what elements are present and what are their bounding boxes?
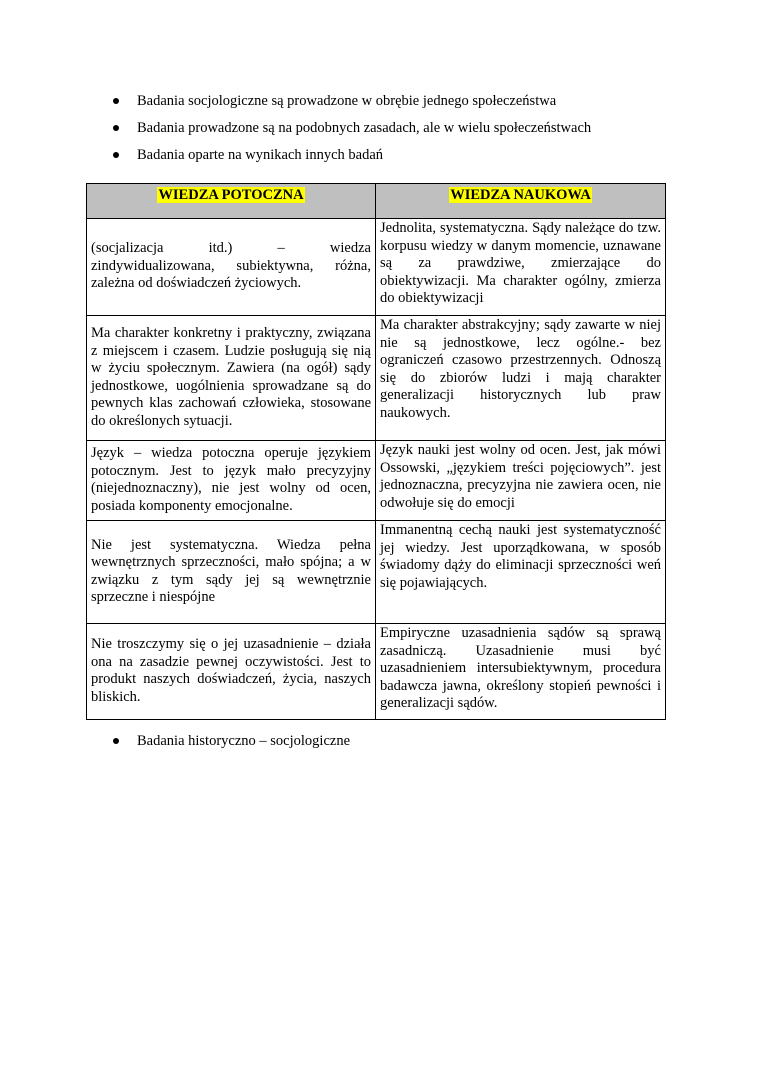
header-wiedza-naukowa: WIEDZA NAUKOWA [376,184,666,219]
cell-potoczna: (socjalizacja itd.) – wiedza zindywidualizowana, subiektywna, różna, zależna od doświadczeń życiowych. [87,219,376,316]
list-item-text: Badania historyczno – socjologiczne [137,733,351,749]
bullet-icon [113,738,119,744]
list-item [110,119,710,137]
table-header-row [87,184,666,219]
table-row [87,441,666,521]
header-wiedza-potoczna: WIEDZA POTOCZNA [87,184,376,219]
table-row [87,624,666,720]
cell-naukowa: Język nauki jest wolny od ocen. Jest, jak mówi Ossowski, „językiem treści pojęciowych”. jest jednoznaczna, precyzyjna nie zawiera ocen, nie odwołuje się do emocji [376,441,666,521]
outro-bullet-list [110,732,710,750]
cell-potoczna: Ma charakter konkretny i praktyczny, związana z miejscem i czasem. Ludzie posługują się nią w życiu społecznym. Zawiera (na ogół) sądy jednostkowe, uogólnienia sprowadzane są do pewnych klas zachowań człowieka, stosowane do określonych sytuacji. [87,316,376,441]
cell-potoczna: Język – wiedza potoczna operuje językiem potocznym. Jest to język mało precyzyjny (niejednoznaczny), nie jest wolny od ocen, posiada komponenty emocjonalne. [87,441,376,521]
list-item-text: Badania socjologiczne są prowadzone w obrębie jednego społeczeństwa [137,93,557,109]
bullet-icon [113,152,119,158]
cell-potoczna: Nie jest systematyczna. Wiedza pełna wewnętrznych sprzeczności, mało spójna; a w związku z tym sądy jej są wewnętrznie sprzeczne i niespójne [87,521,376,624]
bullet-icon [113,98,119,104]
cell-naukowa: Ma charakter abstrakcyjny; sądy zawarte w niej nie są jednostkowe, lecz ogólne.- bez ograniczeń czasowo przestrzennych. Odnoszą się do zbiorów ludzi i mają charakter generalizacji historycznych lub praw naukowych. [376,316,666,441]
comparison-table [86,183,666,720]
cell-naukowa: Immanentną cechą nauki jest systematyczność jej wiedzy. Jest uporządkowana, w sposób świadomy dąży do eliminacji sprzeczności weń się pojawiających. [376,521,666,624]
list-item [110,92,710,110]
cell-naukowa: Jednolita, systematyczna. Sądy należące do tzw. korpusu wiedzy w danym momencie, uznawane są za prawdziwe, zmierzające do obiektywizacji. Ma charakter ogólny, zmierza do obiektywizacji [376,219,666,316]
list-item [110,732,710,750]
intro-bullet-list [110,92,710,173]
table-row [87,219,666,316]
bullet-icon [113,125,119,131]
table-row [87,316,666,441]
list-item-text: Badania oparte na wynikach innych badań [137,147,384,163]
cell-naukowa: Empiryczne uzasadnienia sądów są sprawą zasadniczą. Uzasadnienie musi być uzasadnieniem intersubiektywnym, procedura badawcza jawna, określony stopień pewności i generalizacji sądów. [376,624,666,720]
list-item-text: Badania prowadzone są na podobnych zasadach, ale w wielu społeczeństwach [137,120,592,136]
table-row [87,521,666,624]
cell-potoczna: Nie troszczymy się o jej uzasadnienie – działa ona na zasadzie pewnej oczywistości. Jest to produkt naszych doświadczeń, życia, naszych bliskich. [87,624,376,720]
list-item [110,146,710,164]
